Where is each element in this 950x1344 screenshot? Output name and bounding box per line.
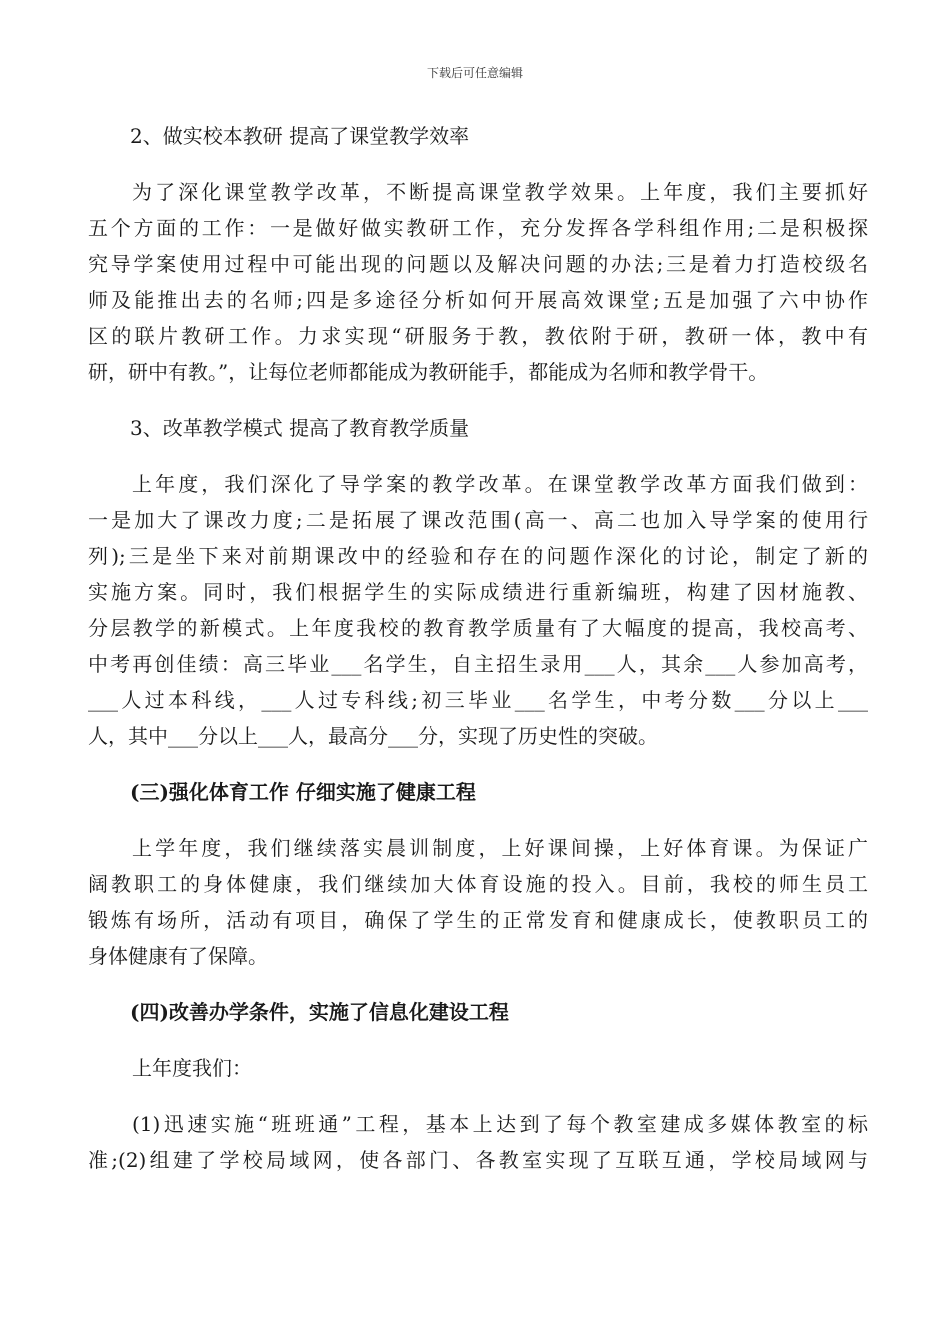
paragraph-line: 研，研中有教。”，让每位老师都能成为教研能手，都能成为名师和教学骨干。 bbox=[88, 360, 769, 384]
paragraph-line: 师及能推出去的名师;四是多途径分析如何开展高效课堂;五是加强了六中协作 bbox=[88, 288, 868, 312]
section-heading: 3、改革教学模式 提高了教育教学质量 bbox=[130, 416, 470, 440]
section-school-research bbox=[88, 118, 868, 390]
paragraph-line: 中考再创佳绩：高三毕业___名学生，自主招生录用___人，其余___人参加高考， bbox=[88, 652, 868, 676]
paragraph-line: (1)迅速实施“班班通”工程，基本上达到了每个教室建成多媒体教室的标 bbox=[132, 1112, 868, 1136]
paragraph-line: 一是加大了课改力度;二是拓展了课改范围(高一、高二也加入导学案的使用行 bbox=[88, 508, 868, 532]
section-heading: (四)改善办学条件，实施了信息化建设工程 bbox=[130, 1000, 509, 1024]
paragraph-line: 实施方案。同时，我们根据学生的实际成绩进行重新编班，构建了因材施教、 bbox=[88, 580, 868, 604]
paragraph-line: 区的联片教研工作。力求实现“研服务于教，教依附于研，教研一体，教中有 bbox=[88, 324, 868, 348]
paragraph bbox=[88, 830, 868, 974]
paragraph bbox=[88, 1106, 868, 1178]
paragraph-line: 准;(2)组建了学校局域网，使各部门、各教室实现了互联互通，学校局域网与 bbox=[88, 1148, 868, 1172]
document-body bbox=[88, 118, 868, 1198]
paragraph-line: 阔教职工的身体健康，我们继续加大体育设施的投入。目前，我校的师生员工 bbox=[88, 872, 868, 896]
paragraph-line: 列);三是坐下来对前期课改中的经验和存在的问题作深化的讨论，制定了新的 bbox=[88, 544, 868, 568]
paragraph bbox=[88, 466, 868, 754]
paragraph-line: 锻炼有场所，活动有项目，确保了学生的正常发育和健康成长，使教职员工的 bbox=[88, 908, 868, 932]
paragraph-line: ___人过本科线，___人过专科线;初三毕业___名学生，中考分数___分以上___ bbox=[88, 688, 868, 712]
paragraph bbox=[88, 174, 868, 390]
paragraph-line: 上年度我们： bbox=[132, 1056, 252, 1080]
section-heading: 2、做实校本教研 提高了课堂教学效率 bbox=[130, 124, 470, 148]
section-sports-health bbox=[88, 774, 868, 974]
paragraph-line: 分层教学的新模式。上年度我校的教育教学质量有了大幅度的提高，我校高考、 bbox=[88, 616, 868, 640]
page-header: 下载后可任意编辑 bbox=[426, 66, 523, 80]
paragraph-line: 人，其中___分以上___人，最高分___分，实现了历史性的突破。 bbox=[88, 724, 658, 748]
section-heading: (三)强化体育工作 仔细实施了健康工程 bbox=[130, 780, 476, 804]
paragraph-line: 上学年度，我们继续落实晨训制度，上好课间操，上好体育课。为保证广 bbox=[132, 836, 868, 860]
section-informatization bbox=[88, 994, 868, 1178]
paragraph-line: 身体健康有了保障。 bbox=[88, 944, 268, 968]
paragraph-line: 上年度，我们深化了导学案的教学改革。在课堂教学改革方面我们做到： bbox=[132, 472, 868, 496]
section-teaching-reform bbox=[88, 410, 868, 754]
paragraph-line: 五个方面的工作：一是做好做实教研工作，充分发挥各学科组作用;二是积极探 bbox=[88, 216, 868, 240]
paragraph-line: 为了深化课堂教学改革，不断提高课堂教学效果。上年度，我们主要抓好 bbox=[132, 180, 868, 204]
paragraph bbox=[88, 1050, 868, 1086]
paragraph-line: 究导学案使用过程中可能出现的问题以及解决问题的办法;三是着力打造校级名 bbox=[88, 252, 868, 276]
